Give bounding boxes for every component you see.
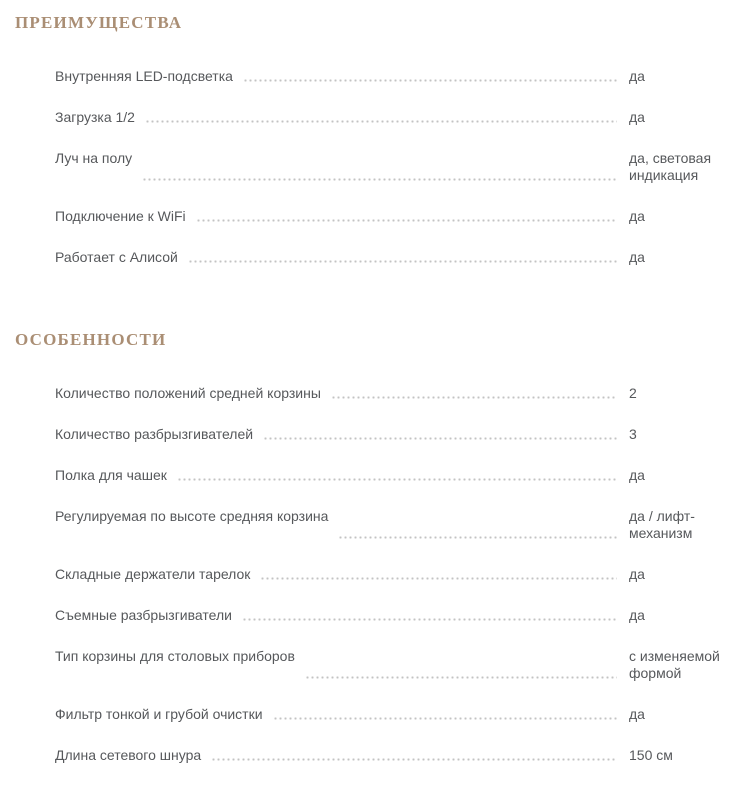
spec-row: [55, 747, 725, 764]
spec-label: Складные держатели тарелок: [55, 566, 251, 582]
spec-value: да, световая индикация: [629, 150, 712, 183]
spec-label: Фильтр тонкой и грубой очистки: [55, 706, 263, 722]
spec-value: да: [629, 566, 645, 582]
spec-value: да: [629, 208, 645, 224]
spec-label: Количество разбрызгивателей: [55, 426, 254, 442]
dotted-leader: [263, 437, 617, 440]
dotted-leader: [211, 758, 617, 761]
spec-row: [55, 249, 725, 266]
spec-value: 150 см: [629, 747, 673, 763]
spec-value: с изменяемой формой: [629, 648, 720, 681]
dotted-leader: [242, 618, 617, 621]
spec-sections-container: [15, 13, 725, 764]
dotted-leader: [145, 120, 617, 123]
spec-value: да: [629, 467, 645, 483]
dotted-leader: [305, 676, 617, 679]
dotted-leader: [273, 717, 617, 720]
dotted-leader: [338, 536, 617, 539]
spec-value: да: [629, 706, 645, 722]
spec-label: Внутренняя LED-подсветка: [55, 68, 233, 84]
spec-row: [55, 607, 725, 624]
spec-row: [55, 426, 725, 443]
spec-label: Работает с Алисой: [55, 249, 178, 265]
dotted-leader: [260, 577, 617, 580]
spec-row: [55, 648, 725, 682]
spec-label: Загрузка 1/2: [55, 109, 135, 125]
dotted-leader: [331, 396, 617, 399]
section-title: ПРЕИМУЩЕСТВА: [15, 13, 183, 32]
spec-row: [55, 706, 725, 723]
spec-label: Количество положений средней корзины: [55, 385, 321, 401]
dotted-leader: [142, 178, 617, 181]
section-rows: [15, 68, 725, 266]
dotted-leader: [177, 478, 617, 481]
spec-row: [55, 208, 725, 225]
spec-label: Регулируемая по высоте средняя корзина: [55, 508, 329, 524]
spec-value: да: [629, 68, 645, 84]
spec-row: [55, 566, 725, 583]
spec-row: [55, 508, 725, 542]
section-title: ОСОБЕННОСТИ: [15, 330, 167, 349]
spec-label: Подключение к WiFi: [55, 208, 186, 224]
spec-label: Полка для чашек: [55, 467, 167, 483]
dotted-leader: [196, 219, 617, 222]
spec-row: [55, 150, 725, 184]
section-rows: [15, 385, 725, 764]
spec-label: Луч на полу: [55, 150, 133, 166]
spec-value: да: [629, 249, 645, 265]
spec-section: [15, 330, 725, 764]
spec-row: [55, 109, 725, 126]
dotted-leader: [188, 260, 617, 263]
spec-value: 3: [629, 426, 637, 442]
dotted-leader: [243, 79, 617, 82]
spec-value: 2: [629, 385, 637, 401]
spec-value: да / лифт-механизм: [629, 508, 695, 541]
spec-label: Тип корзины для столовых приборов: [55, 648, 295, 664]
spec-section: [15, 13, 725, 266]
spec-label: Съемные разбрызгиватели: [55, 607, 232, 623]
spec-value: да: [629, 607, 645, 623]
spec-value: да: [629, 109, 645, 125]
spec-row: [55, 68, 725, 85]
spec-row: [55, 467, 725, 484]
spec-label: Длина сетевого шнура: [55, 747, 202, 763]
spec-row: [55, 385, 725, 402]
